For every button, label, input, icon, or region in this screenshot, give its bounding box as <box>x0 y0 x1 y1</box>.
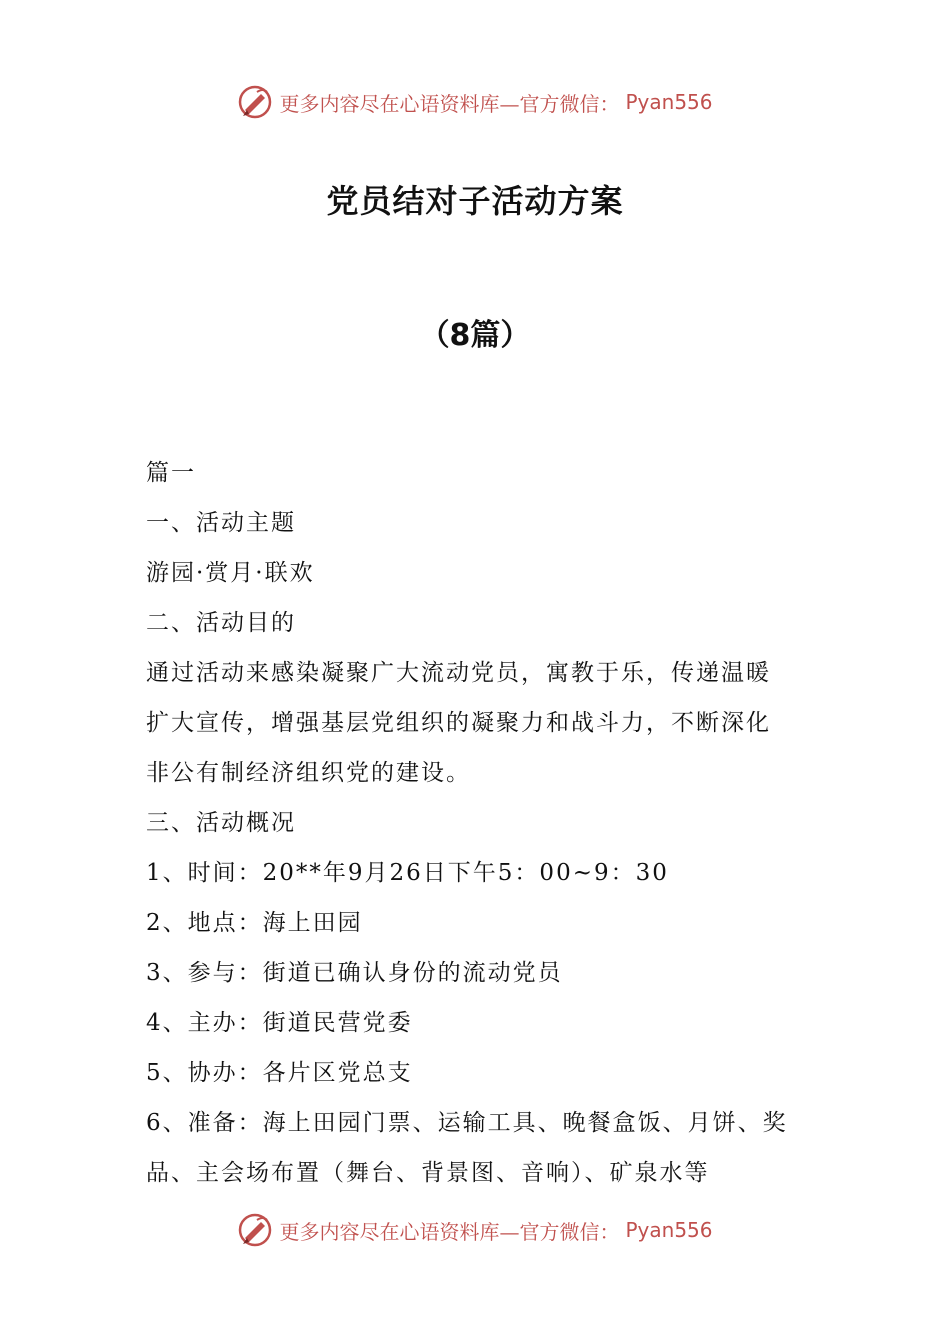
watermark-text: 更多内容尽在心语资料库—官方微信： <box>279 91 620 116</box>
list-item-organizer: 4、主办：街道民营党委 <box>146 1010 413 1036</box>
pen-logo-icon <box>237 1212 273 1248</box>
document-body <box>146 448 808 1198</box>
paragraph-purpose-line-3: 非公有制经济组织党的建设。 <box>146 760 471 786</box>
heading-purpose: 二、活动目的 <box>146 610 296 636</box>
list-item-location: 2、地点：海上田园 <box>146 910 363 936</box>
heading-theme: 一、活动主题 <box>146 510 296 536</box>
watermark-wechat-id: Pyan556 <box>625 1218 713 1242</box>
watermark-footer <box>0 1210 950 1250</box>
list-item-co-organizer: 5、协办：各片区党总支 <box>146 1060 413 1086</box>
paragraph-purpose-line-1: 通过活动来感染凝聚广大流动党员，寓教于乐，传递温暖 <box>146 660 771 686</box>
heading-overview: 三、活动概况 <box>146 810 296 836</box>
watermark-wechat-id: Pyan556 <box>625 90 713 114</box>
list-item-preparation-line-2: 品、主会场布置（舞台、背景图、音响）、矿泉水等 <box>146 1160 710 1186</box>
paragraph-purpose-line-2: 扩大宣传，增强基层党组织的凝聚力和战斗力，不断深化 <box>146 710 771 736</box>
document-title: 党员结对子活动方案 <box>326 182 624 220</box>
list-item-time: 1、时间：20**年9月26日下午5：00~9：30 <box>146 860 669 886</box>
list-item-participants: 3、参与：街道已确认身份的流动党员 <box>146 960 563 986</box>
list-item-preparation-line-1: 6、准备：海上田园门票、运输工具、晚餐盒饭、月饼、奖 <box>146 1110 788 1136</box>
pen-logo-icon <box>237 84 273 120</box>
watermark-header <box>0 82 950 122</box>
watermark-text: 更多内容尽在心语资料库—官方微信： <box>279 1219 620 1244</box>
paragraph-theme: 游园·赏月·联欢 <box>146 560 315 586</box>
section-label: 篇一 <box>146 460 196 486</box>
document-subtitle: （8篇） <box>419 318 531 353</box>
